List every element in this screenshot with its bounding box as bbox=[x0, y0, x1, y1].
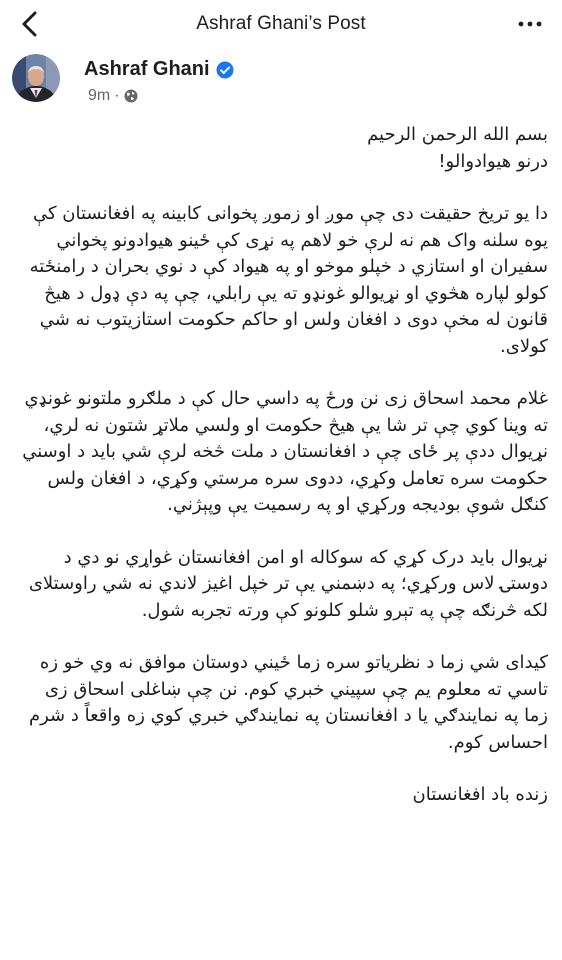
meta-separator: · bbox=[114, 87, 120, 104]
avatar[interactable] bbox=[12, 54, 60, 102]
post-greeting: درنو هيوادوالو! bbox=[438, 150, 548, 172]
more-horizontal-icon bbox=[518, 20, 542, 28]
post-time[interactable]: 9m bbox=[88, 87, 111, 104]
globe-icon bbox=[124, 89, 138, 103]
post-paragraph-4: کيدای شي زما د نظرياتو سره زما ځيني دوستان موافق نه وي خو زه تاسي ته معلوم يم چې سپيني خبري کوم. نن چې ښاغلی اسحاق زی زما په نمايندګي يا د افغانستان په نمايندګي خبري کوي زه واقعاً د شرم احساس کوم. bbox=[28, 652, 548, 753]
avatar-image bbox=[12, 54, 60, 102]
verified-badge-icon bbox=[216, 61, 234, 79]
author-name[interactable]: Ashraf Ghani bbox=[84, 58, 210, 80]
post-author bbox=[12, 52, 552, 108]
chevron-left-icon bbox=[21, 11, 39, 37]
post-body bbox=[18, 122, 548, 809]
post-basmala: بسم الله الرحمن الرحيم bbox=[367, 124, 548, 145]
more-options-button[interactable] bbox=[512, 10, 548, 38]
post-paragraph-3: نړيوال بايد درک کړي که سوکاله او امن افغانستان غواړي نو دي د دوستۍ لاس ورکړي؛ په دښمني يې تر خپل اغيز لاندي نه شي راوستلای لکه څرنګه چې په تېرو شلو کلونو کې ورته تجربه شول. bbox=[28, 546, 548, 621]
page-title: Ashraf Ghani’s Post bbox=[196, 13, 366, 34]
post-paragraph-1: دا يو تريخ حقيقت دی چې موږ او زموږ پخوانی کابينه په افغانستان کې يوه سلنه واک هم نه لرې خو لاهم په نړی کې ځينو هيوادونو پخواني سفيران او استازي د خپلو موخو او په هيواد کې د نوي بحران د رامنځته کولو لپاره هڅوي او نړيوالو غونډو ته يې رابلي، چې په دې ډول د هيڅ قانون له مخې دوی د افغان ولس او حاکم حکومت استازيتوب نه شي کولای. bbox=[29, 203, 548, 357]
post-closing: زنده باد افغانستان bbox=[412, 784, 548, 805]
back-button[interactable] bbox=[14, 8, 46, 40]
post-paragraph-2: غلام محمد اسحاق زی نن ورځ په داسي حال کې د ملګرو ملتونو غونډي ته وينا کوي چې تر شا يې هيڅ حکومت او ولسي ملاتړ شتون نه لري، نړيوال ددې پر ځای چې د افغانستان د ملت څخه لرې شي بايد د اوسني حکومت سره تعامل وکړي، ددوی سره مرستي وکړي، د افغان ولس کنګل شوې بوديجه ورکړي او په رسميت يې وپېژني. bbox=[22, 388, 548, 515]
top-bar bbox=[0, 0, 562, 48]
